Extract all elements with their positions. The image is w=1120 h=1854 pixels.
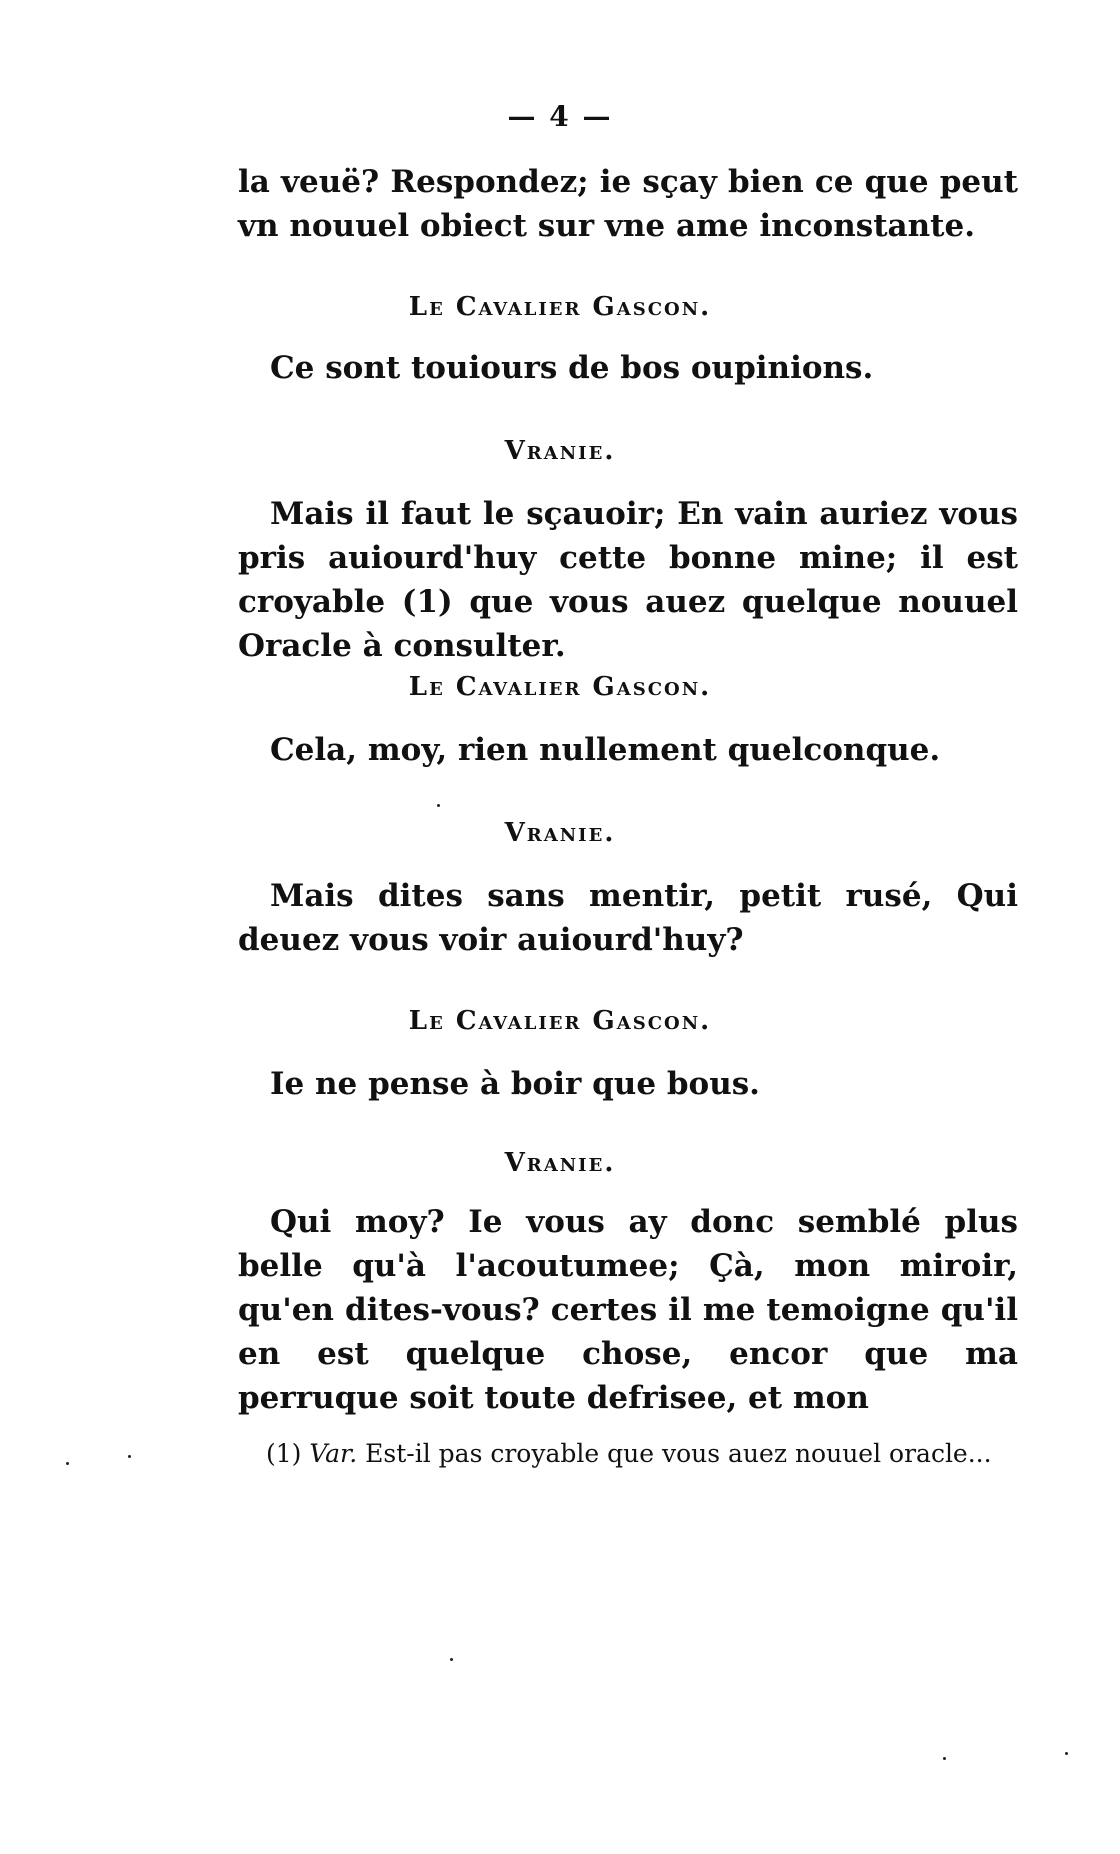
speech-vranie: Qui moy? Ie vous ay donc semblé plus belle qu'à l'acoutumee; Çà, mon miroir, qu'en dites-vous? certes il me temoigne qu'il en est quelque chose, encor que ma perruque soit toute defrisee, et mon (238, 1204, 1018, 1416)
ink-speck (450, 1658, 453, 1661)
speech-cavalier: Ie ne pense à boir que bous. (270, 1066, 760, 1102)
page-number: — 4 — (507, 100, 613, 133)
ink-speck (128, 1455, 131, 1458)
speaker-vranie: Vranie. (504, 436, 616, 466)
speech-vranie: Mais il faut le sçauoir; En vain auriez vous pris auiourd'huy cette bonne mine; il est croyable (1) que vous auez quelque nouuel Oracle à consulter. (238, 496, 1018, 664)
ink-speck (437, 804, 440, 807)
footnote-text: Est-il pas croyable que vous auez nouuel oracle... (365, 1439, 992, 1468)
footnote (234, 1436, 1018, 1472)
speaker-vranie: Vranie. (504, 1148, 616, 1178)
speech-cavalier: Ce sont touiours de bos oupinions. (270, 350, 874, 386)
ink-speck (66, 1462, 69, 1465)
ink-speck (943, 1757, 946, 1760)
ink-speck (1065, 1752, 1068, 1755)
speech-cavalier: Cela, moy, rien nullement quelconque. (270, 732, 941, 768)
speaker-cavalier-gascon: Le Cavalier Gascon. (408, 292, 712, 322)
footnote-variant-label: Var. (309, 1439, 358, 1468)
speaker-cavalier-gascon: Le Cavalier Gascon. (408, 672, 712, 702)
paragraph-continued: la veuë? Respondez; ie sçay bien ce que peut vn nouuel obiect sur vne ame inconstante. (238, 164, 1018, 244)
speaker-vranie: Vranie. (504, 818, 616, 848)
footnote-marker: (1) (266, 1439, 302, 1468)
speech-vranie: Mais dites sans mentir, petit rusé, Qui deuez vous voir auiourd'huy? (238, 878, 1018, 958)
speaker-cavalier-gascon: Le Cavalier Gascon. (408, 1006, 712, 1036)
